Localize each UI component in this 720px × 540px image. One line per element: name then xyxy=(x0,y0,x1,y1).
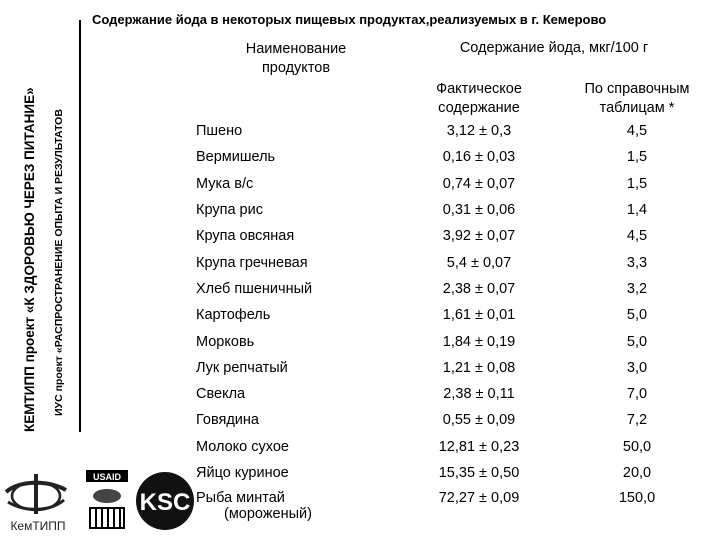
product-name-cell: Пшено xyxy=(196,123,243,140)
reference-value-cell: 5,0 xyxy=(626,307,648,324)
actual-value-cell: 2,38 ± 0,11 xyxy=(443,386,515,403)
actual-value-cell: 0,16 ± 0,03 xyxy=(442,149,516,166)
table-row xyxy=(196,118,712,144)
column-header-actual: Фактическое содержание xyxy=(436,81,522,116)
reference-value-cell: 3,0 xyxy=(626,359,648,376)
product-name-cell: Крупа гречневая xyxy=(196,254,308,271)
table-row xyxy=(196,197,712,223)
reference-value-cell: 7,2 xyxy=(626,412,648,429)
reference-value-cell: 5,0 xyxy=(626,333,648,350)
column-group-header-iodine: Содержание йода, мкг/100 г xyxy=(459,40,649,56)
table-row xyxy=(196,328,712,354)
table-row xyxy=(196,276,712,302)
actual-value-cell: 2,38 ± 0,07 xyxy=(442,280,516,297)
usaid-logo xyxy=(86,468,130,532)
reference-value-cell: 20,0 xyxy=(622,465,652,481)
product-name-cell: Свекла xyxy=(196,386,246,403)
table-row xyxy=(196,434,712,460)
product-name-cell: Крупа овсяная xyxy=(196,228,295,245)
reference-value-cell: 1,4 xyxy=(626,202,648,219)
actual-value-cell: 0,55 ± 0,09 xyxy=(442,412,516,429)
reference-value-cell: 7,0 xyxy=(626,386,648,403)
table-row xyxy=(196,223,712,249)
product-name-cell: Крупа рис xyxy=(196,202,263,219)
product-name-cell: Говядина xyxy=(196,412,259,429)
table-row xyxy=(196,460,712,486)
product-name-cell: Вермишель xyxy=(196,149,276,166)
table-row xyxy=(196,144,712,170)
reference-value-cell: 50,0 xyxy=(622,438,652,455)
product-name-cell: Морковь xyxy=(196,333,255,350)
actual-value-cell: 1,61 ± 0,01 xyxy=(442,307,516,324)
column-header-product: Наименование продуктов xyxy=(245,41,347,76)
table-row xyxy=(196,249,712,275)
table-row xyxy=(196,407,712,433)
actual-value-cell: 12,81 ± 0,23 xyxy=(438,438,520,455)
actual-value-cell: 5,4 ± 0,07 xyxy=(446,254,512,271)
table-row xyxy=(196,355,712,381)
actual-value-cell: 3,92 ± 0,07 xyxy=(442,228,516,245)
table-row xyxy=(196,302,712,328)
sidebar-project-line-1: КЕМТИПП проект «К ЗДОРОВЬЮ ЧЕРЕЗ ПИТАНИЕ» xyxy=(22,87,37,432)
actual-value-cell: 72,27 ± 0,09 xyxy=(438,490,520,507)
sidebar-project-line-2: ИУС проект «РАСПРОСТРАНЕНИЕ ОПЫТА И РЕЗУЛЬТАТОВ xyxy=(53,109,65,416)
actual-value-cell: 0,31 ± 0,06 xyxy=(442,202,516,219)
column-header-reference: По справочным таблицам * xyxy=(584,81,690,116)
product-name-cell: Яйцо куриное xyxy=(196,465,289,481)
product-name-cell: Молоко сухое xyxy=(196,438,289,455)
table-row xyxy=(196,381,712,407)
product-name-cell: Мука в/с xyxy=(196,175,254,192)
iodine-content-table xyxy=(196,32,712,532)
table-row xyxy=(196,171,712,197)
actual-value-cell: 15,35 ± 0,50 xyxy=(438,465,520,481)
reference-value-cell: 1,5 xyxy=(626,149,648,166)
kemtipp-caption: КемТИПП xyxy=(10,519,66,533)
table-row xyxy=(196,486,712,532)
reference-value-cell: 4,5 xyxy=(626,123,648,140)
actual-value-cell: 1,84 ± 0,19 xyxy=(442,333,516,350)
actual-value-cell: 1,21 ± 0,08 xyxy=(442,359,516,376)
usaid-text: USAID xyxy=(92,472,122,482)
product-name-cell: Лук репчатый xyxy=(196,359,288,376)
reference-value-cell: 3,3 xyxy=(626,254,648,271)
ksc-logo xyxy=(134,468,196,534)
reference-value-cell: 150,0 xyxy=(618,490,656,507)
logos-area xyxy=(0,462,200,540)
product-name-cell: Рыба минтай (мороженый) xyxy=(196,490,312,523)
actual-value-cell: 0,74 ± 0,07 xyxy=(442,175,516,192)
actual-value-cell: 3,12 ± 0,3 xyxy=(446,123,512,140)
ksc-text: KSC xyxy=(139,489,191,516)
kemtipp-logo xyxy=(0,462,80,540)
reference-value-cell: 3,2 xyxy=(626,280,648,297)
page-title: Содержание йода в некоторых пищевых продуктах,реализуемых в г. Кемерово xyxy=(92,12,607,27)
reference-value-cell: 4,5 xyxy=(626,228,648,245)
product-name-cell: Картофель xyxy=(196,307,271,324)
reference-value-cell: 1,5 xyxy=(626,175,648,192)
sidebar-divider xyxy=(79,20,81,432)
product-name-cell: Хлеб пшеничный xyxy=(196,280,313,297)
